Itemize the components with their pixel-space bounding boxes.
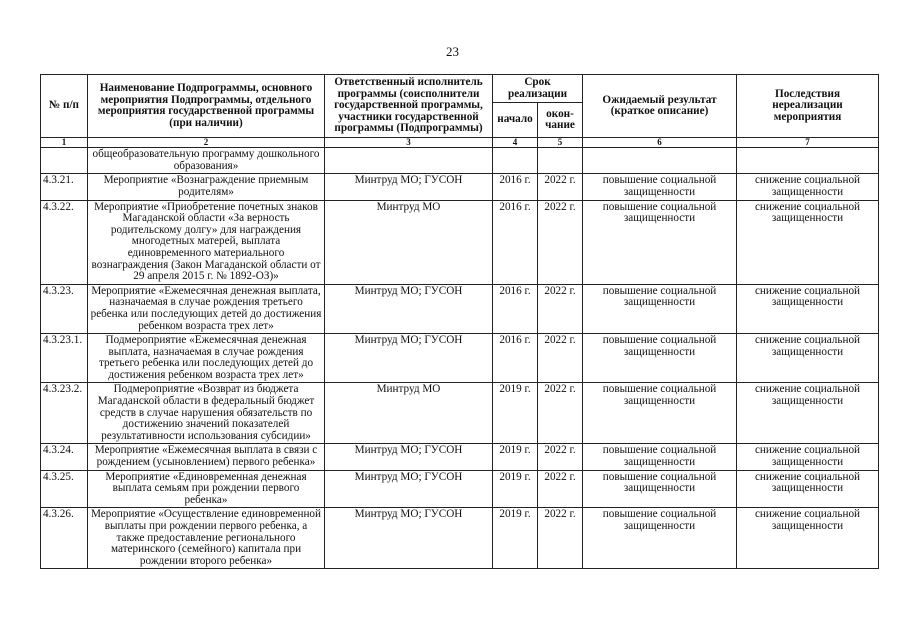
end-year: 2022 г. bbox=[538, 508, 583, 569]
column-number: 5 bbox=[538, 138, 583, 148]
column-number: 4 bbox=[493, 138, 538, 148]
header-term: Срок реализации bbox=[493, 75, 583, 103]
executor: Минтруд МО; ГУСОН bbox=[325, 508, 493, 569]
row-number: 4.3.22. bbox=[41, 200, 88, 284]
header-start: начало bbox=[493, 103, 538, 138]
column-numbers-row bbox=[41, 138, 879, 148]
start-year: 2019 г. bbox=[493, 383, 538, 444]
column-number: 6 bbox=[583, 138, 737, 148]
end-year: 2022 г. bbox=[538, 444, 583, 470]
measure-name: Мероприятие «Вознаграждение приемным родителям» bbox=[88, 174, 325, 200]
row-number bbox=[41, 148, 88, 174]
executor: Минтруд МО bbox=[325, 200, 493, 284]
measure-name: Мероприятие «Осуществление единовременной выплаты при рождении первого ребенка, а также предоставление регионального материнского (семейного) капитала при рождении второго ребенка» bbox=[88, 508, 325, 569]
page-number: 23 bbox=[446, 44, 459, 59]
expected-result: повышение социальной защищенности bbox=[583, 508, 737, 569]
column-number: 3 bbox=[325, 138, 493, 148]
consequence: снижение социальной защищенности bbox=[737, 508, 879, 569]
expected-result: повышение социальной защищенности bbox=[583, 174, 737, 200]
executor: Минтруд МО; ГУСОН bbox=[325, 334, 493, 383]
expected-result: повышение социальной защищенности bbox=[583, 200, 737, 284]
start-year: 2019 г. bbox=[493, 444, 538, 470]
table-row bbox=[41, 334, 879, 383]
row-number: 4.3.21. bbox=[41, 174, 88, 200]
start-year: 2016 г. bbox=[493, 284, 538, 333]
consequence: снижение социальной защищенности bbox=[737, 200, 879, 284]
start-year: 2016 г. bbox=[493, 174, 538, 200]
executor: Минтруд МО; ГУСОН bbox=[325, 284, 493, 333]
executor: Минтруд МО; ГУСОН bbox=[325, 470, 493, 508]
header-num: № п/п bbox=[41, 75, 88, 138]
executor: Минтруд МО; ГУСОН bbox=[325, 174, 493, 200]
end-year bbox=[538, 148, 583, 174]
table-row bbox=[41, 444, 879, 470]
header-consequence: Последствия нереализации мероприятия bbox=[737, 75, 879, 138]
table-row bbox=[41, 284, 879, 333]
header-executor: Ответственный исполнитель программы (соисполнители государственной программы, участники государственной программы (Подпрограммы) bbox=[325, 75, 493, 138]
start-year: 2016 г. bbox=[493, 334, 538, 383]
start-year bbox=[493, 148, 538, 174]
measure-name: Подмероприятие «Возврат из бюджета Магаданской области в федеральный бюджет средств в случае нарушения обязательств по достижению значений показателей результативности использования субсидии» bbox=[88, 383, 325, 444]
row-number: 4.3.26. bbox=[41, 508, 88, 569]
row-number: 4.3.25. bbox=[41, 470, 88, 508]
executor: Минтруд МО bbox=[325, 383, 493, 444]
table-row bbox=[41, 470, 879, 508]
measure-name: Мероприятие «Единовременная денежная выплата семьям при рождении первого ребенка» bbox=[88, 470, 325, 508]
table-row bbox=[41, 383, 879, 444]
expected-result bbox=[583, 148, 737, 174]
measure-name: Мероприятие «Приобретение почетных знаков Магаданской области «За верность родительскому долгу» для награждения многодетных матерей, выплата единовременного материального вознаграждения (Закон Магаданской области от 29 апреля 2015 г. № 1892-ОЗ)» bbox=[88, 200, 325, 284]
expected-result: повышение социальной защищенности bbox=[583, 334, 737, 383]
start-year: 2019 г. bbox=[493, 508, 538, 569]
header-name: Наименование Подпрограммы, основного мероприятия Подпрограммы, отдельного мероприятия государственной программы (при наличии) bbox=[88, 75, 325, 138]
end-year: 2022 г. bbox=[538, 284, 583, 333]
consequence: снижение социальной защищенности bbox=[737, 334, 879, 383]
expected-result: повышение социальной защищенности bbox=[583, 383, 737, 444]
table-row bbox=[41, 148, 879, 174]
row-number: 4.3.23.1. bbox=[41, 334, 88, 383]
executor: Минтруд МО; ГУСОН bbox=[325, 444, 493, 470]
end-year: 2022 г. bbox=[538, 383, 583, 444]
measure-name: Мероприятие «Ежемесячная выплата в связи с рождением (усыновлением) первого ребенка» bbox=[88, 444, 325, 470]
expected-result: повышение социальной защищенности bbox=[583, 444, 737, 470]
measure-name: Мероприятие «Ежемесячная денежная выплата, назначаемая в случае рождения третьего ребенка или последующих детей до достижения ребенком возраста трех лет» bbox=[88, 284, 325, 333]
measure-name: общеобразовательную программу дошкольного образования» bbox=[88, 148, 325, 174]
expected-result: повышение социальной защищенности bbox=[583, 470, 737, 508]
row-number: 4.3.24. bbox=[41, 444, 88, 470]
header-row bbox=[41, 75, 879, 103]
table-row bbox=[41, 200, 879, 284]
row-number: 4.3.23.2. bbox=[41, 383, 88, 444]
consequence: снижение социальной защищенности bbox=[737, 383, 879, 444]
consequence: снижение социальной защищенности bbox=[737, 284, 879, 333]
column-number: 1 bbox=[41, 138, 88, 148]
end-year: 2022 г. bbox=[538, 470, 583, 508]
end-year: 2022 г. bbox=[538, 174, 583, 200]
program-measures-table bbox=[40, 74, 879, 569]
header-end: окон-чание bbox=[538, 103, 583, 138]
table-row bbox=[41, 508, 879, 569]
executor bbox=[325, 148, 493, 174]
consequence bbox=[737, 148, 879, 174]
measure-name: Подмероприятие «Ежемесячная денежная выплата, назначаемая в случае рождения третьего ребенка или последующих детей до достижения ребенком возраста трех лет» bbox=[88, 334, 325, 383]
consequence: снижение социальной защищенности bbox=[737, 444, 879, 470]
header-result: Ожидаемый результат (краткое описание) bbox=[583, 75, 737, 138]
expected-result: повышение социальной защищенности bbox=[583, 284, 737, 333]
consequence: снижение социальной защищенности bbox=[737, 174, 879, 200]
start-year: 2016 г. bbox=[493, 200, 538, 284]
row-number: 4.3.23. bbox=[41, 284, 88, 333]
column-number: 7 bbox=[737, 138, 879, 148]
consequence: снижение социальной защищенности bbox=[737, 470, 879, 508]
start-year: 2019 г. bbox=[493, 470, 538, 508]
column-number: 2 bbox=[88, 138, 325, 148]
end-year: 2022 г. bbox=[538, 334, 583, 383]
end-year: 2022 г. bbox=[538, 200, 583, 284]
table-row bbox=[41, 174, 879, 200]
